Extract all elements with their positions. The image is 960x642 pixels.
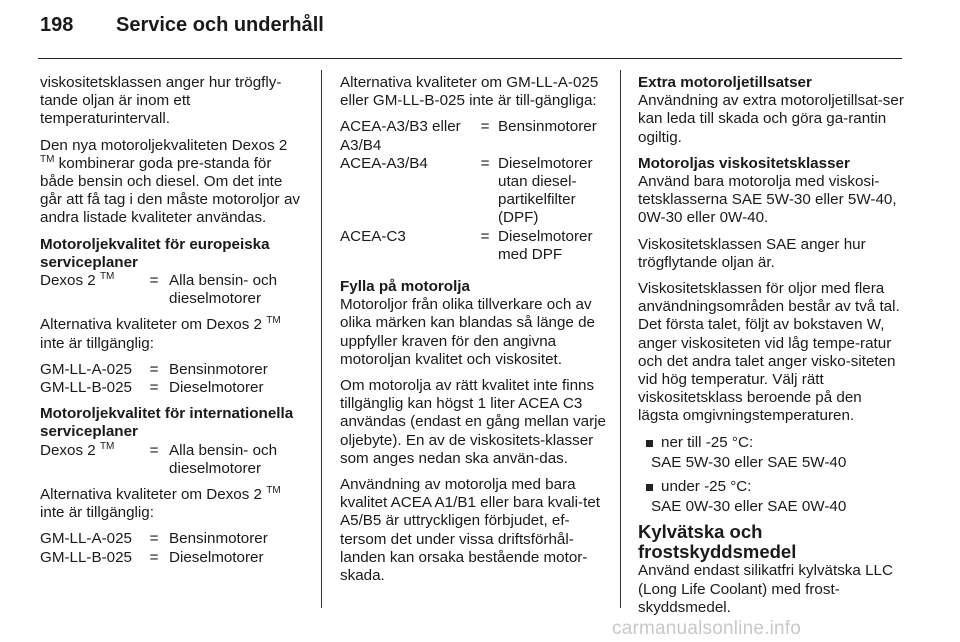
def-term-text: Dexos 2 — [40, 272, 100, 290]
page-number: 198 — [40, 14, 74, 36]
def-row — [40, 442, 306, 478]
col1-alt2 — [40, 486, 306, 522]
column-divider-1 — [321, 70, 322, 608]
def-description: Dieselmotorer med DPF — [498, 227, 593, 263]
col2-acea-paragraph: Om motorolja av rätt kvalitet inte finns tillgänglig kan högst 1 liter ACEA C3 användas (endast en gång mellan varje oljebyte). En av de viskositets-klasser som anges nedan ska använ-das. — [340, 377, 606, 467]
trademark-sup: TM — [266, 315, 281, 327]
def-term: ACEA-C3 — [340, 227, 406, 245]
def-description: Dieselmotorer — [169, 379, 264, 397]
col2-fill-paragraph: Motoroljor från olika tillverkare och av olika märken kan blandas så länge de uppfyller kraven för den angivna motoroljan kvalitet och viskositet. — [340, 296, 595, 368]
col2-intro: Alternativa kvaliteter om GM-LL-A-025 eller GM-LL-B-025 inte är till-gängliga: — [340, 74, 599, 110]
watermark-text: carmanualsonline.info — [612, 618, 802, 639]
col3-multigrade-paragraph: Viskositetsklassen för oljor med flera användningsområden består av två tal. Det första talet, följt av bokstaven W, anger viskositeten vid låg tempe-ratur och det andra talet anger visko-siteten vid hög temperatur. Välj rätt viskositetsklass beroende på den lägsta omgivningstemperaturen. — [638, 280, 900, 425]
heading-viscosity-classes: Motoroljas viskositetsklasser — [638, 154, 850, 172]
heading-european-plans: Motoroljekvalitet för europeiska serviceplaner — [40, 235, 270, 271]
dexos-text-b: kombinerar goda pre-standa för både bensin och diesel. Om det inte går att få tag i den måste motoroljor av andra listade kvaliteter användas. — [40, 154, 301, 227]
bullet-square-icon — [646, 440, 653, 447]
def-term — [40, 442, 144, 478]
def-row — [40, 530, 306, 548]
heading-coolant: Kylvätska och frostskyddsmedel — [638, 521, 797, 563]
trademark-sup: TM — [99, 270, 115, 282]
column-divider-2 — [620, 70, 621, 608]
bullet-label: under -25 °C: — [661, 478, 752, 496]
alt1-quality-list — [40, 361, 306, 397]
def-term: ACEA-A3/B4 — [340, 154, 428, 172]
def-equals: = — [149, 548, 159, 566]
def-term: GM-LL-A-025 — [40, 530, 133, 548]
bullet-item — [638, 434, 906, 452]
def-description: Bensinmotorer — [169, 360, 268, 378]
page-title: Service och underhåll — [116, 14, 324, 36]
def-description: Alla bensin- och dieselmotorer — [169, 272, 278, 308]
col1-dexos-paragraph — [40, 137, 306, 228]
column-2 — [340, 74, 610, 593]
bullet-label: ner till -25 °C: — [661, 433, 754, 451]
def-description: Dieselmotorer — [169, 548, 264, 566]
def-row — [340, 228, 610, 264]
def-term-text: Dexos 2 — [40, 441, 100, 459]
def-term: GM-LL-B-025 — [40, 548, 133, 566]
def-description: Alla bensin- och dieselmotorer — [169, 441, 278, 477]
col3-sae-paragraph: Viskositetsklassen SAE anger hur trögflytande oljan är. — [638, 235, 866, 271]
trademark-sup: TM — [99, 440, 115, 452]
def-equals: = — [149, 379, 159, 397]
def-row — [340, 155, 610, 228]
def-row — [40, 379, 306, 397]
alt1-text-b: inte är tillgänglig: — [40, 334, 154, 352]
def-equals: = — [480, 227, 490, 245]
def-description: Bensinmotorer — [498, 118, 597, 136]
def-row — [40, 272, 306, 308]
column-1 — [40, 74, 306, 575]
eu-quality-list — [40, 272, 306, 308]
def-term — [40, 272, 144, 308]
heading-fill-oil: Fylla på motorolja — [340, 278, 470, 296]
def-equals: = — [149, 530, 159, 548]
def-term: ACEA-A3/B3 eller A3/B4 — [340, 118, 461, 154]
alt2-text-a: Alternativa kvaliteter om Dexos 2 — [40, 486, 267, 504]
trademark-sup: TM — [40, 153, 55, 165]
def-term: GM-LL-A-025 — [40, 360, 133, 378]
def-term: GM-LL-B-025 — [40, 379, 133, 397]
column-3 — [638, 74, 906, 625]
def-equals: = — [149, 441, 159, 459]
bullet-value: SAE 5W-30 eller SAE 5W-40 — [651, 453, 847, 471]
bullet-item — [638, 478, 906, 496]
def-equals: = — [149, 360, 159, 378]
def-row — [40, 549, 306, 567]
alt2-quality-list — [40, 530, 306, 566]
heading-extra-additives: Extra motoroljetillsatser — [638, 74, 812, 91]
bullet-square-icon — [646, 484, 653, 491]
page-header — [40, 14, 324, 50]
alt1-text-a: Alternativa kvaliteter om Dexos 2 — [40, 316, 267, 334]
col1-intro: viskositetsklassen anger hur trögfly-tande oljan är inom ett temperaturintervall. — [40, 74, 282, 128]
def-description: Bensinmotorer — [169, 530, 268, 548]
col3-extra-paragraph: Användning av extra motoroljetillsat-ser kan leda till skada och göra ga-rantin ogiltig. — [638, 92, 904, 146]
col2-a5-paragraph: Användning av motorolja med bara kvalitet ACEA A1/B1 eller bara kvali-tet A5/B5 är uttryckligen förbjudet, ef-tersom det under vissa driftsförhål-landen kan orsaka bestående motor-skada. — [340, 476, 601, 585]
def-row — [340, 118, 610, 154]
int-quality-list — [40, 442, 306, 478]
def-equals: = — [480, 118, 490, 136]
def-equals: = — [480, 154, 490, 172]
col3-visc-paragraph: Använd bara motorolja med viskosi-tetsklasserna SAE 5W-30 eller 5W-40, 0W-30 eller 0W-40. — [638, 173, 897, 227]
alt2-text-b: inte är tillgänglig: — [40, 504, 154, 522]
col1-alt1 — [40, 316, 306, 352]
acea-quality-list — [340, 118, 610, 264]
heading-international-plans: Motoroljekvalitet för internationella serviceplaner — [40, 405, 294, 441]
def-row — [40, 361, 306, 379]
header-rule — [38, 58, 902, 59]
trademark-sup: TM — [266, 485, 281, 496]
def-equals: = — [149, 272, 159, 290]
dexos-text-a: Den nya motoroljekvaliteten Dexos 2 — [40, 136, 288, 154]
bullet-value: SAE 0W-30 eller SAE 0W-40 — [651, 498, 847, 516]
def-description: Dieselmotorer utan diesel-partikelfilter (DPF) — [498, 154, 593, 227]
col3-coolant-paragraph: Använd endast silikatfri kylvätska LLC (Long Life Coolant) med frost-skyddsmedel. — [638, 562, 893, 616]
